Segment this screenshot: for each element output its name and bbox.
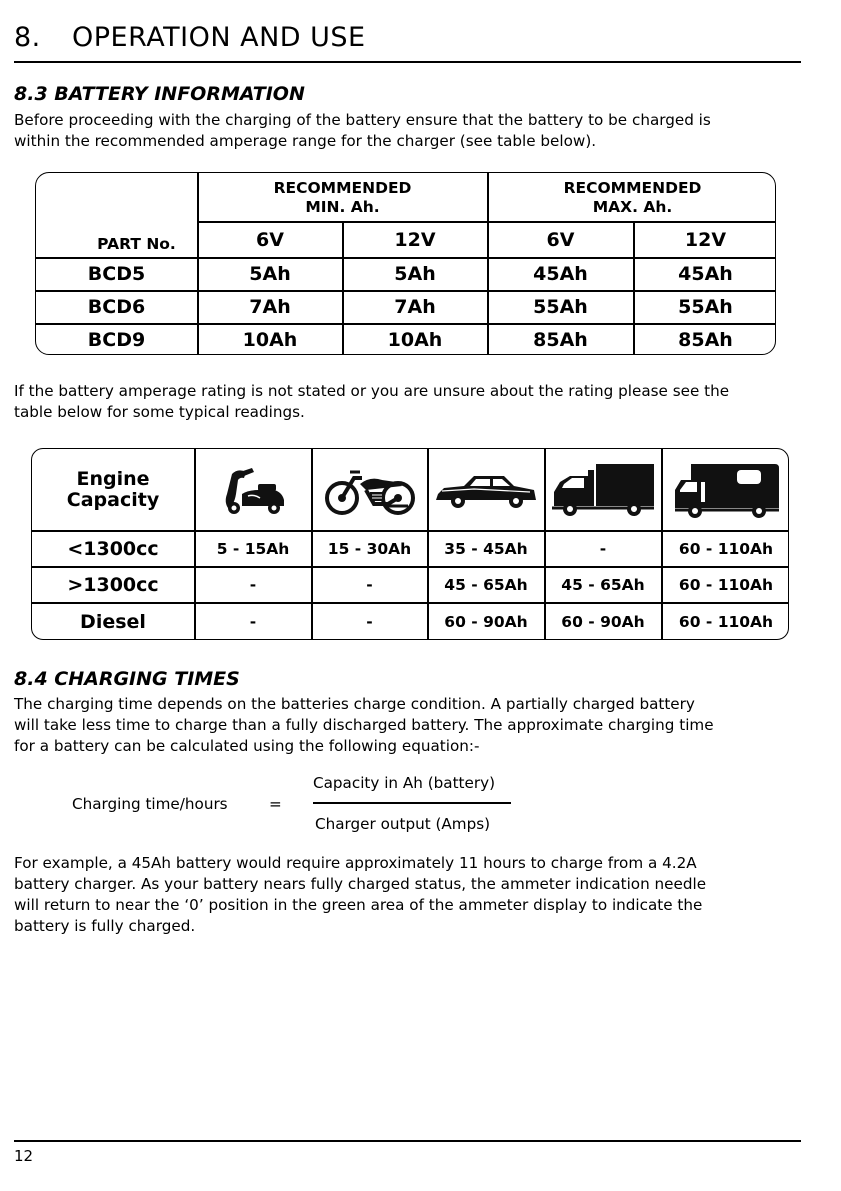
charging-line-1: The charging time depends on the batteries charge condition. A partially charged battery [14, 695, 695, 713]
motorcycle-icon [312, 449, 427, 530]
car-icon [428, 449, 544, 530]
engine-row-label: Diesel [80, 611, 146, 633]
volt-header: 12V [394, 229, 436, 251]
table-cell: 7Ah [394, 296, 436, 318]
charging-line-3: for a battery can be calculated using the following equation:- [14, 737, 480, 755]
table-cell: 45Ah [678, 263, 733, 285]
table-cell: 45Ah [533, 263, 588, 285]
table-cell: 45 - 65Ah [561, 575, 645, 594]
battery-info-intro [14, 110, 804, 152]
table-cell: 55Ah [533, 296, 588, 318]
example-line-4: battery is fully charged. [14, 917, 196, 935]
equation-equals: = [269, 795, 282, 813]
table-cell: - [249, 575, 257, 594]
after-line-1: If the battery amperage rating is not stated or you are unsure about the rating please see the [14, 382, 730, 400]
table-cell: 85Ah [678, 329, 733, 351]
table-cell: 5 - 15Ah [216, 539, 290, 558]
table-cell: - [599, 539, 607, 558]
table-cell: 35 - 45Ah [444, 539, 528, 558]
recommended-ah-table [35, 172, 776, 355]
part-no-label: PART No. [97, 235, 176, 253]
table-cell: - [366, 613, 373, 631]
max-ah-header: RECOMMENDED MAX. Ah. [563, 179, 702, 216]
table-cell: 60 - 110Ah [678, 575, 774, 594]
table-cell: - [366, 575, 373, 594]
table-cell: 60 - 110Ah [678, 613, 774, 631]
table-cell: 85Ah [533, 329, 588, 351]
section-title-text: OPERATION AND USE [72, 22, 366, 53]
truck-icon [545, 449, 661, 530]
charging-line-2: will take less time to charge than a fully discharged battery. The approximate charging time [14, 716, 714, 734]
charging-example [14, 853, 804, 937]
charging-times-intro [14, 694, 804, 757]
after-line-2: table below for some typical readings. [14, 403, 305, 421]
table-cell: 55Ah [678, 296, 733, 318]
table-cell: 10Ah [242, 329, 298, 351]
motorhome-icon [662, 449, 789, 530]
engine-row-label: <1300cc [67, 537, 159, 560]
intro-line-1: Before proceeding with the charging of the battery ensure that the battery to be charged is [14, 111, 711, 129]
page-number: 12 [14, 1147, 34, 1165]
volt-header: 6V [256, 229, 284, 251]
section-number: 8. [14, 22, 41, 53]
top-rule [14, 61, 801, 63]
scooter-icon [195, 449, 311, 530]
table-cell: 5Ah [394, 263, 436, 285]
section-title [14, 22, 366, 53]
engine-capacity-table [31, 448, 789, 640]
min-ah-header: RECOMMENDED MIN. Ah. [273, 179, 412, 216]
example-line-1: For example, a 45Ah battery would require approximately 11 hours to charge from a 4.2A [14, 854, 697, 872]
table-cell: 7Ah [249, 296, 291, 318]
table-cell: 10Ah [387, 329, 443, 351]
part-number: BCD5 [87, 263, 146, 285]
table-cell: 60 - 90Ah [444, 613, 528, 631]
battery-info-heading: 8.3 BATTERY INFORMATION [14, 83, 305, 105]
equation-numerator: Capacity in Ah (battery) [313, 774, 495, 792]
equation-denominator: Charger output (Amps) [315, 815, 491, 833]
table-cell: 60 - 110Ah [678, 539, 774, 558]
charging-times-heading: 8.4 CHARGING TIMES [14, 668, 240, 690]
engine-capacity-header: Engine Capacity [66, 467, 160, 511]
part-number: BCD9 [87, 329, 146, 351]
part-number: BCD6 [87, 296, 146, 318]
table-cell: 5Ah [249, 263, 291, 285]
table-cell: 60 - 90Ah [561, 613, 645, 631]
example-line-2: battery charger. As your battery nears fully charged status, the ammeter indication needle [14, 875, 707, 893]
table-cell: - [249, 613, 257, 631]
engine-row-label: >1300cc [67, 573, 159, 596]
equation-label: Charging time/hours [72, 795, 228, 813]
example-line-3: will return to near the ‘0’ position in the green area of the ammeter display to indicate the [14, 896, 703, 914]
fraction-bar [313, 802, 511, 804]
volt-header: 12V [684, 229, 727, 251]
table-cell: 15 - 30Ah [327, 539, 412, 558]
volt-header: 6V [546, 229, 575, 251]
intro-line-2: within the recommended amperage range for the charger (see table below). [14, 132, 597, 150]
typical-readings-intro [14, 381, 804, 423]
table-cell: 45 - 65Ah [444, 575, 528, 594]
bottom-rule [14, 1140, 801, 1142]
